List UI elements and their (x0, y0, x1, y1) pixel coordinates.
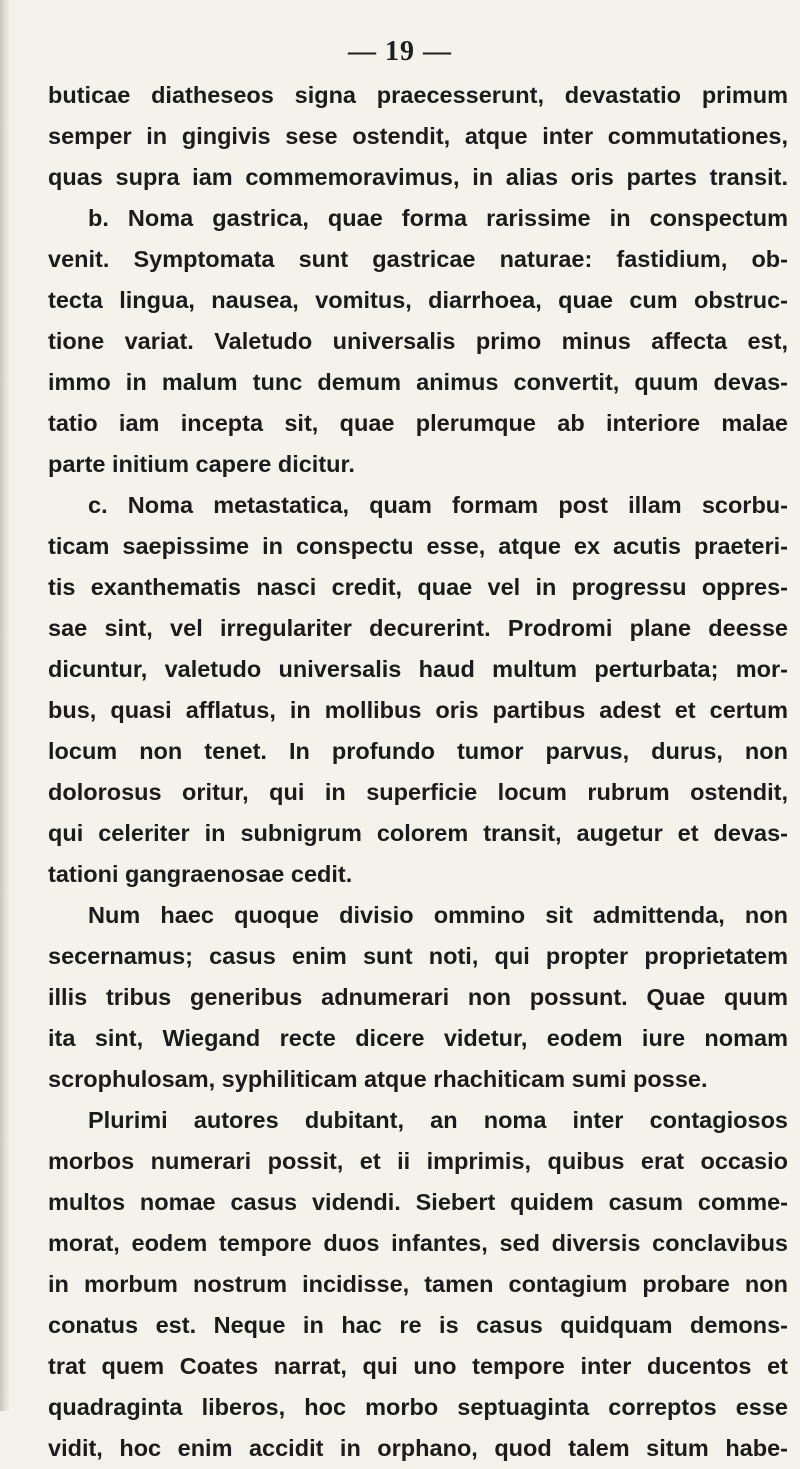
text-line: dolorosus oritur, qui in superficie locum rubrum ostendit, (48, 779, 788, 805)
text-line: parte initium capere dicitur. (48, 451, 355, 477)
text-line: tecta lingua, nausea, vomitus, diarrhoea, quae cum obstruc- (48, 287, 788, 313)
text-line: venit. Symptomata sunt gastricae naturae: fastidium, ob- (48, 246, 788, 272)
text-line: Plurimi autores dubitant, an noma inter contagiosos (88, 1107, 788, 1133)
text-line: scrophulosam, syphiliticam atque rhachiticam sumi posse. (48, 1066, 708, 1092)
text-line: tationi gangraenosae cedit. (48, 861, 353, 887)
text-line: conatus est. Neque in hac re is casus quidquam demons- (48, 1312, 788, 1338)
text-line: semper in gingivis sese ostendit, atque inter commutationes, (48, 123, 788, 149)
body-text (48, 75, 788, 1469)
text-line: Num haec quoque divisio ommino sit admittenda, non (88, 902, 788, 928)
page-number: — 19 — (348, 36, 452, 67)
text-line: b. Noma gastrica, quae forma rarissime in conspectum (88, 205, 788, 231)
text-line: tione variat. Valetudo universalis primo minus affecta est, (48, 328, 788, 354)
text-line: sae sint, vel irregulariter decurerint. Prodromi plane deesse (48, 615, 788, 641)
text-line: quas supra iam commemoravimus, in alias oris partes transit. (48, 164, 788, 190)
text-line: tis exanthematis nasci credit, quae vel in progressu oppres- (48, 574, 788, 600)
text-line: quadraginta liberos, hoc morbo septuaginta correptos esse (48, 1394, 788, 1420)
text-line: qui celeriter in subnigrum colorem transit, augetur et devas- (48, 820, 788, 846)
text-line: trat quem Coates narrat, qui uno tempore inter ducentos et (48, 1353, 788, 1379)
text-line: buticae diatheseos signa praecesserunt, devastatio primum (48, 82, 788, 108)
text-line: tatio iam incepta sit, quae plerumque ab interiore malae (48, 410, 788, 436)
text-line: vidit, hoc enim accidit in orphano, quod talem situm habe- (48, 1435, 788, 1461)
text-line: immo in malum tunc demum animus convertit, quum devas- (48, 369, 788, 395)
text-line: morbos numerari possit, et ii imprimis, quibus erat occasio (48, 1148, 788, 1174)
text-line: morat, eodem tempore duos infantes, sed diversis conclavibus (48, 1230, 788, 1256)
text-line: dicuntur, valetudo universalis haud multum perturbata; mor- (48, 656, 788, 682)
text-line: locum non tenet. In profundo tumor parvus, durus, non (48, 738, 788, 764)
text-line: in morbum nostrum incidisse, tamen contagium probare non (48, 1271, 788, 1297)
text-line: ita sint, Wiegand recte dicere videtur, eodem iure nomam (48, 1025, 788, 1051)
text-line: multos nomae casus videndi. Siebert quidem casum comme- (48, 1189, 788, 1215)
text-line: secernamus; casus enim sunt noti, qui propter proprietatem (48, 943, 788, 969)
text-line: ticam saepissime in conspectu esse, atque ex acutis praeteri- (48, 533, 788, 559)
text-line: bus, quasi afflatus, in mollibus oris partibus adest et certum (48, 697, 788, 723)
text-line: c. Noma metastatica, quam formam post illam scorbu- (88, 492, 788, 518)
text-line: illis tribus generibus adnumerari non possunt. Quae quum (48, 984, 788, 1010)
page-edge-shadow (0, 0, 10, 1411)
